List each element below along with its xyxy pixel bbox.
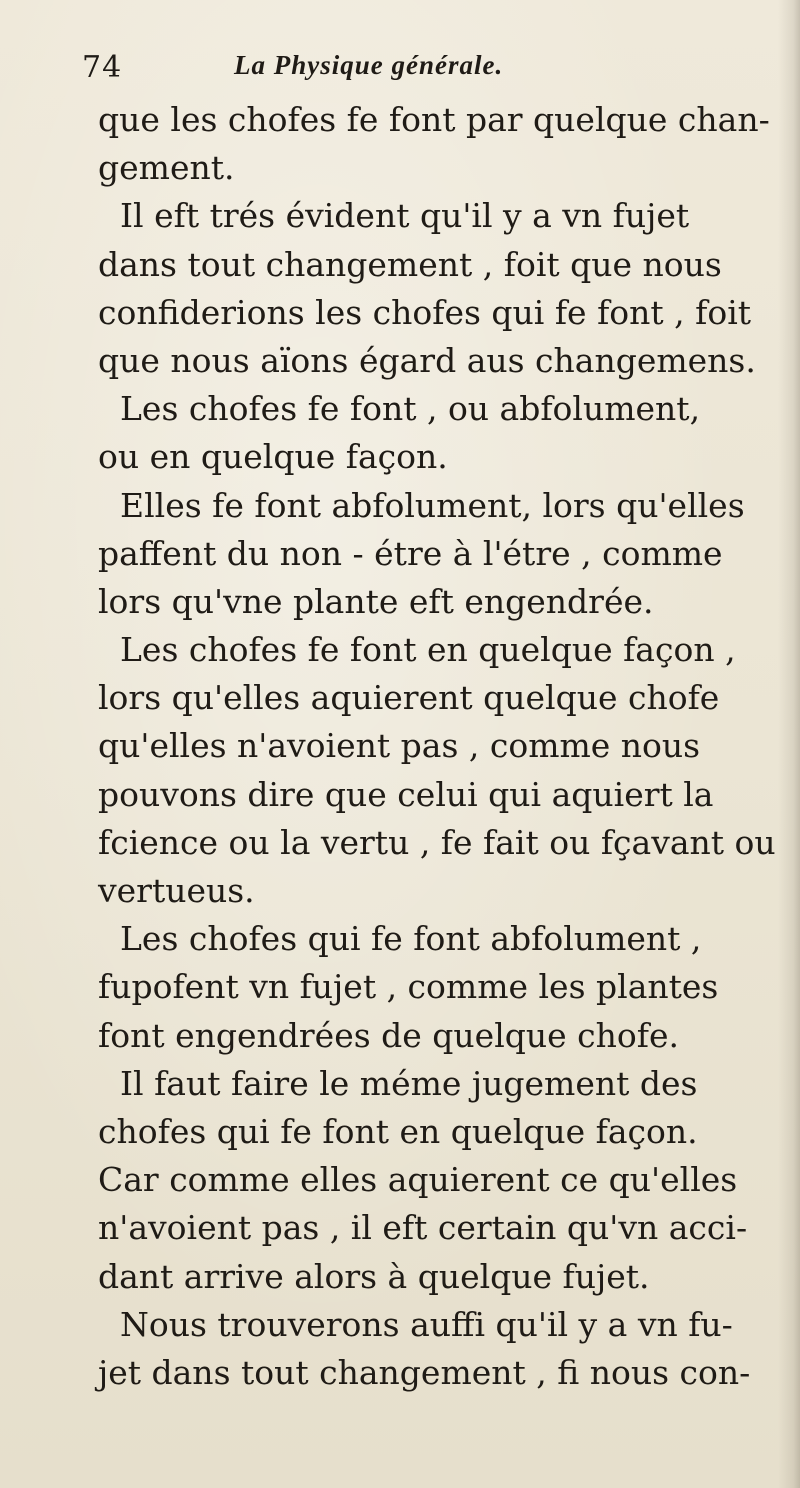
text-line: Nous trouverons auffi qu'il y a vn fu- [120, 1304, 733, 1344]
text-line: confiderions les chofes qui fe font , foit [98, 292, 752, 332]
text-line: vertueus. [98, 871, 255, 910]
body-text [98, 96, 788, 1397]
text-line: Elles fe font abfolument, lors qu'elles [120, 485, 745, 525]
text-line: qu'elles n'avoient pas , comme nous [98, 726, 701, 766]
text-line: Les chofes qui fe font abfolument , [120, 919, 702, 959]
text-line: Les chofes fe font , ou abfolument, [120, 389, 701, 429]
running-head: La Physique générale. [234, 50, 504, 80]
text-line: font engendrées de quelque chofe. [98, 1015, 679, 1055]
text-line: fupofent vn fujet , comme les plantes [98, 967, 719, 1007]
text-line: pouvons dire que celui qui aquiert la [98, 774, 714, 814]
text-line: que les chofes fe font par quelque chan- [98, 100, 770, 139]
text-line: n'avoient pas , il eft certain qu'vn acci- [98, 1208, 748, 1248]
text-line: gement. [98, 148, 235, 188]
text-line: jet dans tout changement , fi nous con- [98, 1352, 751, 1392]
text-line: dans tout changement , foit que nous [98, 244, 722, 284]
text-line: Les chofes fe font en quelque façon , [120, 630, 736, 670]
text-line: que nous aïons égard aus changemens. [98, 340, 756, 380]
text-line: lors qu'elles aquierent quelque chofe [98, 678, 720, 718]
text-line: ou en quelque façon. [98, 437, 448, 477]
text-line: paffent du non - étre à l'étre , comme [98, 533, 723, 573]
text-line: Car comme elles aquierent ce qu'elles [98, 1160, 738, 1200]
text-line: fcience ou la vertu , fe fait ou fçavant ou [98, 822, 776, 862]
text-line: chofes qui fe font en quelque façon. [98, 1111, 698, 1151]
text-line: dant arrive alors à quelque fujet. [98, 1256, 650, 1296]
text-line: lors qu'vne plante eft engendrée. [98, 581, 654, 621]
text-line: Il eft trés évident qu'il y a vn fujet [120, 196, 690, 236]
page-number: 74 [82, 50, 123, 85]
text-line: Il faut faire le méme jugement des [120, 1063, 698, 1103]
page-header [80, 48, 780, 98]
